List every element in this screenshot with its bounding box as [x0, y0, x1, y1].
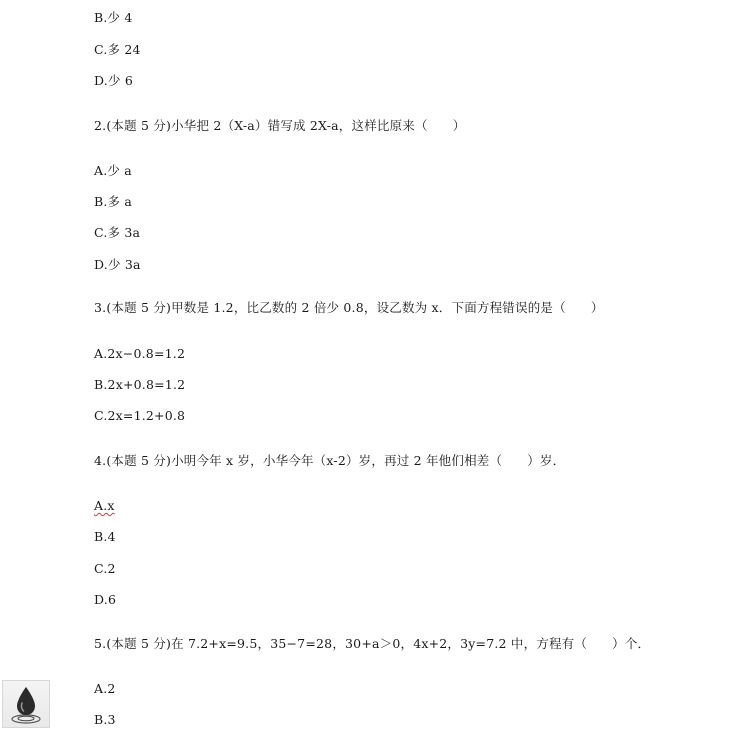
- question-4: 4.(本题 5 分)小明今年 x 岁，小华今年（x-2）岁，再过 2 年他们相差（ ）岁．: [94, 453, 566, 468]
- question-2: 2.(本题 5 分)小华把 2（X-a）错写成 2X-a，这样比原来（ ）: [94, 118, 466, 133]
- option-a-q4-text: A.x: [94, 498, 115, 513]
- option-a-q4: [94, 498, 115, 514]
- ink-drop-icon-graphic: [3, 681, 49, 727]
- option-c-q4: C.2: [94, 561, 116, 576]
- option-c-q2: C.多 3a: [94, 225, 141, 240]
- option-c-q1: C.多 24: [94, 42, 141, 57]
- drop-shape: [17, 687, 35, 715]
- option-b-q1: B.少 4: [94, 10, 133, 25]
- option-a-q5: A.2: [94, 681, 116, 696]
- option-b-q3: B.2x+0.8=1.2: [94, 377, 186, 392]
- option-b-q4: B.4: [94, 529, 116, 544]
- option-a-q3: A.2x−0.8=1.2: [94, 346, 186, 361]
- option-a-q2: A.少 a: [94, 163, 132, 178]
- ink-drop-icon[interactable]: [2, 680, 50, 728]
- option-d-q2: D.少 3a: [94, 257, 141, 272]
- option-d-q1: D.少 6: [94, 73, 133, 88]
- option-d-q4: D.6: [94, 592, 117, 607]
- question-3: 3.(本题 5 分)甲数是 1.2，比乙数的 2 倍少 0.8，设乙数为 x．下面方程错误的是（ ）: [94, 300, 604, 315]
- option-c-q3: C.2x=1.2+0.8: [94, 408, 186, 423]
- ripple-inner: [18, 716, 34, 721]
- option-b-q5: B.3: [94, 712, 116, 727]
- question-5: 5.(本题 5 分)在 7.2+x=9.5，35−7=28，30+a＞0，4x+2，3y=7.2 中，方程有（ ）个．: [94, 636, 651, 651]
- option-b-q2: B.多 a: [94, 194, 133, 209]
